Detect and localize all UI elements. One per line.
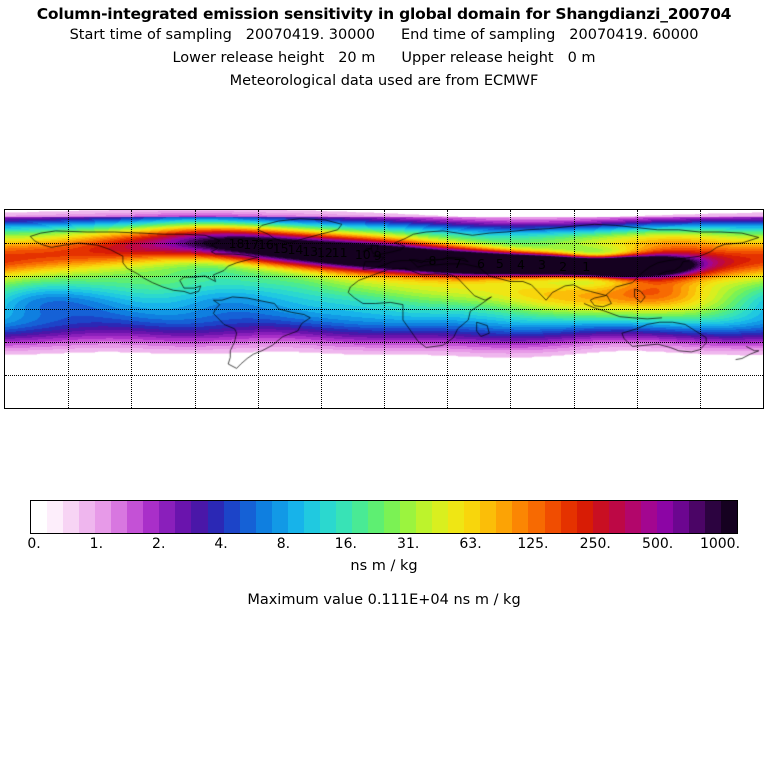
hour-label: 13 <box>302 243 319 259</box>
title-block <box>0 4 768 93</box>
hour-label: 16 <box>257 237 274 253</box>
colorbar-swatch <box>400 501 416 533</box>
colorbar-tick-labels <box>27 536 741 554</box>
colorbar-tick-label: 0. <box>27 536 41 552</box>
colorbar-swatch <box>673 501 689 533</box>
colorbar-swatch <box>512 501 528 533</box>
release-height-line <box>0 47 768 70</box>
colorbar-swatch <box>609 501 625 533</box>
lower-release-value: 20 m <box>338 50 376 66</box>
hour-label: 2 <box>559 259 568 275</box>
colorbar-unit-label: ns m / kg <box>350 558 418 574</box>
colorbar-swatch <box>320 501 336 533</box>
upper-release-value: 0 m <box>567 50 596 66</box>
end-time-value: 20070419. 60000 <box>569 27 699 43</box>
colorbar-swatch <box>79 501 95 533</box>
colorbar-swatch <box>384 501 400 533</box>
colorbar-swatch <box>208 501 224 533</box>
gridline-parallel <box>5 309 763 310</box>
colorbar-swatch <box>240 501 256 533</box>
colorbar-swatch <box>496 501 512 533</box>
colorbar-tick-label: 125. <box>517 536 549 552</box>
hour-label: 7 <box>453 255 462 271</box>
colorbar-swatch <box>561 501 577 533</box>
colorbar-swatch <box>625 501 641 533</box>
colorbar-swatch <box>63 501 79 533</box>
colorbar-swatch <box>336 501 352 533</box>
map-panel <box>4 209 764 409</box>
colorbar-swatch <box>689 501 705 533</box>
colorbar-swatch <box>159 501 175 533</box>
colorbar-swatch <box>47 501 63 533</box>
colorbar-swatch <box>352 501 368 533</box>
colorbar-swatch <box>111 501 127 533</box>
start-time-label: Start time of sampling <box>69 27 232 43</box>
colorbar-tick-label: 1000. <box>699 536 741 552</box>
colorbar-swatch <box>127 501 143 533</box>
colorbar-swatch <box>545 501 561 533</box>
hour-label: 17 <box>243 237 260 253</box>
colorbar-swatch <box>577 501 593 533</box>
colorbar-tick-label: 250. <box>579 536 611 552</box>
colorbar-tick-label: 1. <box>89 536 104 552</box>
hour-label: 10 <box>354 247 371 263</box>
upper-release-label: Upper release height <box>401 50 554 66</box>
colorbar-swatch <box>705 501 721 533</box>
colorbar-tick-label: 63. <box>459 536 482 552</box>
colorbar-swatch <box>143 501 159 533</box>
colorbar-swatch <box>432 501 448 533</box>
colorbar-swatch <box>641 501 657 533</box>
maximum-value-label: Maximum value 0.111E+04 ns m / kg <box>247 592 521 608</box>
hour-label: 1 <box>582 259 591 275</box>
gridline-parallel <box>5 342 763 343</box>
colorbar-swatch <box>368 501 384 533</box>
colorbar-swatch <box>272 501 288 533</box>
hour-label: 3 <box>538 257 546 272</box>
hour-label: 14 <box>287 241 304 257</box>
sampling-time-line <box>0 24 768 47</box>
gridline-parallel <box>5 276 763 277</box>
hour-label: 9 <box>373 248 382 264</box>
end-time-label: End time of sampling <box>400 27 556 43</box>
colorbar-swatch <box>528 501 544 533</box>
colorbar-swatch <box>288 501 304 533</box>
hour-label: 12 <box>316 244 333 260</box>
colorbar-swatch <box>95 501 111 533</box>
colorbar-swatch <box>175 501 191 533</box>
colorbar-tick-label: 31. <box>397 536 420 552</box>
colorbar-swatch <box>31 501 47 533</box>
colorbar-swatch <box>256 501 272 533</box>
colorbar-swatch <box>657 501 673 533</box>
colorbar-tick-label: 8. <box>276 536 291 552</box>
gridline-parallel <box>5 375 763 376</box>
colorbar <box>30 500 738 534</box>
page-title: Column-integrated emission sensitivity in global domain for Shangdianzi_200704 <box>36 5 732 23</box>
gridline-parallel <box>5 243 763 244</box>
met-data-line: Meteorological data used are from ECMWF <box>229 73 539 89</box>
colorbar-swatch <box>464 501 480 533</box>
colorbar-tick-label: 4. <box>214 536 228 552</box>
start-time-value: 20070419. 30000 <box>245 27 375 43</box>
colorbar-tick-label: 2. <box>152 536 166 552</box>
colorbar-swatch <box>480 501 496 533</box>
hour-label: 4 <box>516 257 525 272</box>
colorbar-tick-label: 500. <box>642 536 674 552</box>
colorbar-swatch <box>191 501 207 533</box>
colorbar-wrap <box>27 500 741 552</box>
hour-label: 6 <box>476 255 485 271</box>
colorbar-swatch <box>416 501 432 533</box>
colorbar-swatch <box>593 501 609 533</box>
hour-label: 8 <box>428 252 437 268</box>
hour-label: 5 <box>495 255 504 271</box>
hour-label: 15 <box>272 240 289 256</box>
colorbar-swatch <box>224 501 240 533</box>
colorbar-swatch <box>448 501 464 533</box>
colorbar-tick-label: 16. <box>334 536 357 552</box>
lower-release-label: Lower release height <box>172 50 325 66</box>
hour-label: 18 <box>228 236 245 252</box>
colorbar-swatch <box>721 501 737 533</box>
colorbar-swatch <box>304 501 320 533</box>
hour-label: 11 <box>331 244 348 260</box>
